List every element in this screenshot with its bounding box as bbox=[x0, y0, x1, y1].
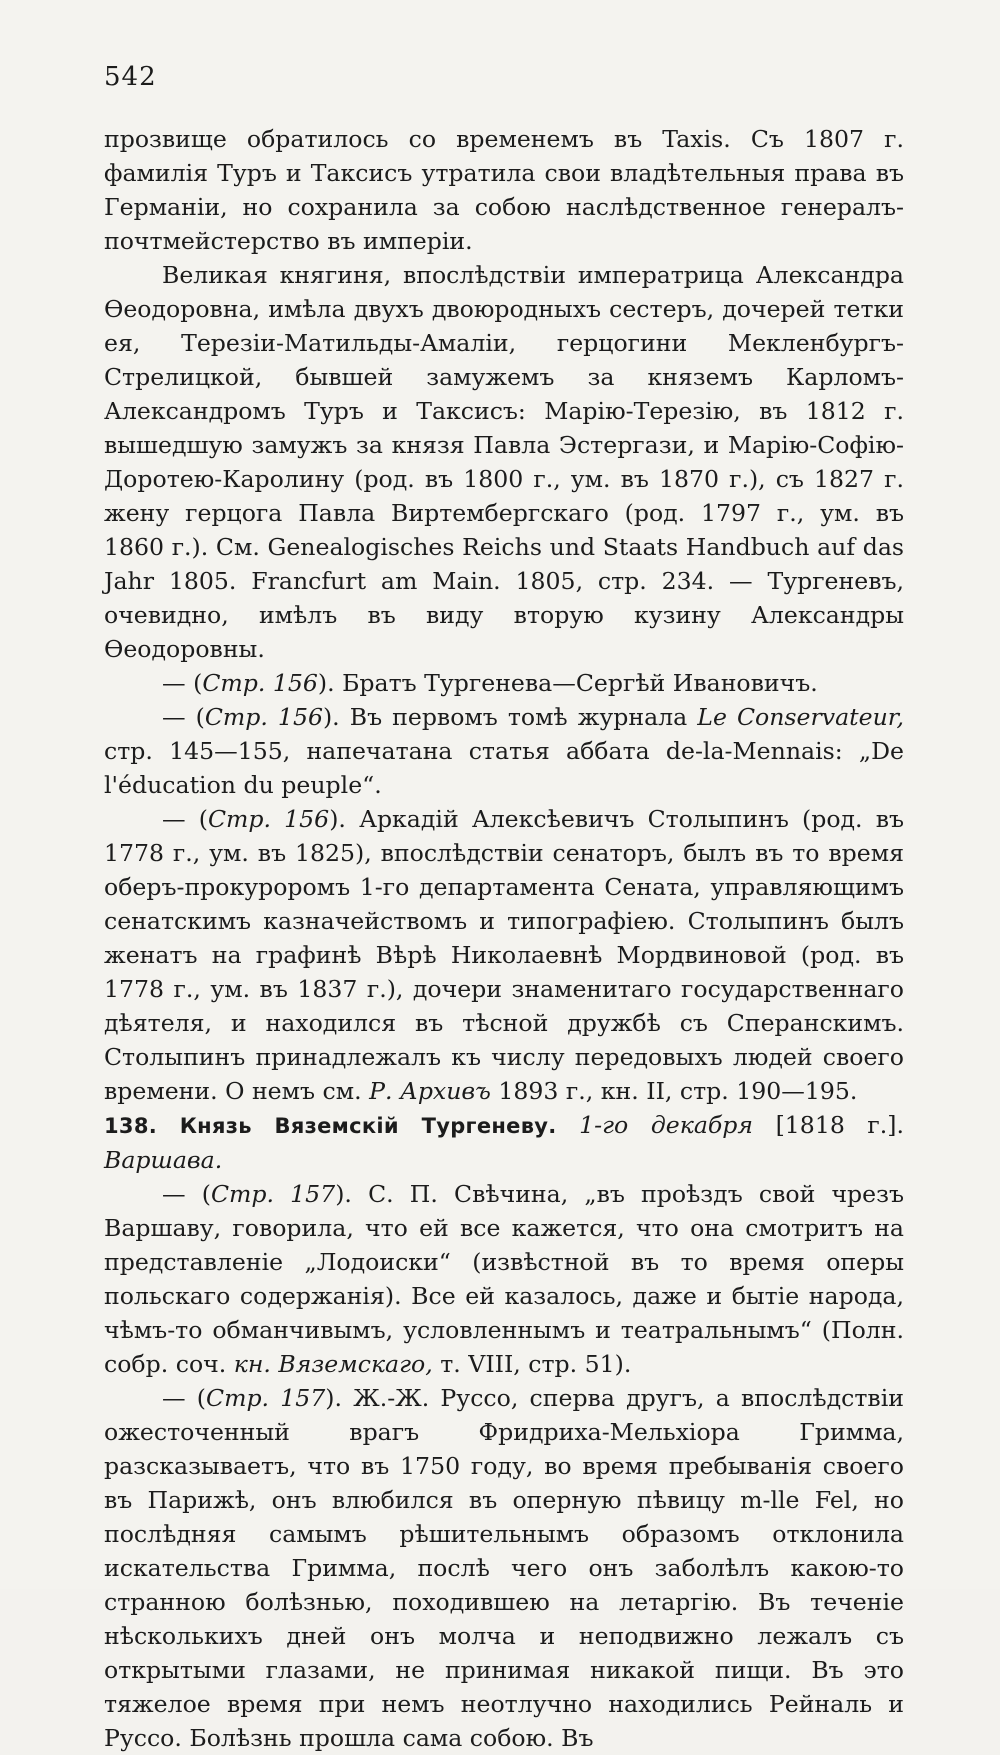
page-reference: Стр. 157 bbox=[210, 1180, 336, 1208]
page-reference: Стр. 156 bbox=[207, 805, 330, 833]
page-reference: Стр. 156 bbox=[202, 669, 318, 697]
letter-year: [1818 г.]. bbox=[775, 1111, 904, 1139]
source-title: Р. Архивъ bbox=[369, 1077, 491, 1105]
note-page-156-b: — (Стр. 156). Въ первомъ томѣ журнала Le Conservateur, стр. 145—155, напечатана статья аббата de-la-Mennais: „De l'éducation du peuple“. bbox=[104, 703, 904, 799]
note-page-156-a: — (Стр. 156). Братъ Тургенева—Сергѣй Ивановичъ. bbox=[162, 669, 818, 697]
note-page-157-a: — (Стр. 157). С. П. Свѣчина, „въ проѣздъ свой чрезъ Варшаву, говорила, что ей все кажется, что она смотритъ на представленіе „Лодоиски“ (извѣстной въ то время оперы польскаго содержанія). Все ей казалось, даже и бытіе народа, чѣмъ-то обманчивымъ, условленнымъ и театральнымъ“ (Полн. собр. соч. кн. Вяземскаго, т. VIII, стр. 51). bbox=[104, 1180, 904, 1378]
page-text bbox=[104, 122, 904, 1755]
page-reference: Стр. 156 bbox=[204, 703, 323, 731]
paragraph-empress-cousins: Великая княгиня, впослѣдствіи императрица Александра Ѳеодоровна, имѣла двухъ двоюродныхъ сестеръ, дочерей тетки ея, Терезіи-Матильды-Амаліи, герцогини Мекленбургъ-Стрелицкой, бывшей замужемъ за княземъ Карломъ-Александромъ Туръ и Таксисъ: Марію-Терезію, въ 1812 г. вышедшую замужъ за князя Павла Эстергази, и Марію-Софію-Доротею-Каролину (род. въ 1800 г., ум. въ 1870 г.), съ 1827 г. жену герцога Павла Виртембергскаго (род. 1797 г., ум. въ 1860 г.). См. Genealogisches Reichs und Staats Handbuch auf das Jahr 1805. Francfurt am Main. 1805, стр. 234. — Тургеневъ, очевидно, имѣлъ въ виду вторую кузину Александры Ѳеодоровны. bbox=[104, 261, 904, 663]
letter-heading bbox=[104, 1108, 904, 1177]
journal-title: Le Conservateur, bbox=[697, 703, 904, 731]
letter-title: 138. Князь Вяземскій Тургеневу. bbox=[104, 1114, 557, 1138]
letter-date: 1-го декабря bbox=[556, 1111, 776, 1139]
note-page-156-c: — (Стр. 156). Аркадій Алексѣевичъ Столыпинъ (род. въ 1778 г., ум. въ 1825), впослѣдствіи сенаторъ, былъ въ то время оберъ-прокуроромъ 1-го департамента Сената, управляющимъ сенатскимъ казначействомъ и типографіею. Столыпинъ былъ женатъ на графинѣ Вѣрѣ Николаевнѣ Мордвиновой (род. въ 1778 г., ум. въ 1837 г.), дочери знаменитаго государственнаго дѣятеля, и находился въ тѣсной дружбѣ съ Сперанскимъ. Столыпинъ принадлежалъ къ числу передовыхъ людей своего времени. О немъ см. Р. Архивъ 1893 г., кн. II, стр. 190—195. bbox=[104, 805, 905, 1105]
source-title: кн. Вяземскаго, bbox=[233, 1350, 433, 1378]
page-reference: Стр. 157 bbox=[206, 1384, 326, 1412]
page-number: 542 bbox=[104, 62, 157, 92]
paragraph-continuation: прозвище обратилось со временемъ въ Taxis. Съ 1807 г. фамилія Туръ и Таксисъ утратила свои владѣтельныя права въ Германіи, но сохранила за собою наслѣдственное генералъ-почтмейстерство въ имперіи. bbox=[104, 125, 904, 255]
letter-place: Варшава. bbox=[104, 1146, 223, 1174]
note-page-157-b: — (Стр. 157). Ж.-Ж. Руссо, сперва другъ, а впослѣдствіи ожесточенный врагъ Фридриха-Мельхіора Гримма, разсказываетъ, что въ 1750 году, во время пребыванія своего въ Парижѣ, онъ влюбился въ оперную пѣвицу m-lle Fel, но послѣдняя самымъ рѣшительнымъ образомъ отклонила искательства Гримма, послѣ чего онъ заболѣлъ какою-то странною болѣзнью, походившею на летаргію. Въ теченіе нѣсколькихъ дней онъ молча и неподвижно лежалъ съ открытыми глазами, не принимая никакой пищи. Въ это тяжелое время при немъ неотлучно находились Рейналь и Руссо. Болѣзнь прошла сама собою. Въ bbox=[104, 1384, 904, 1752]
